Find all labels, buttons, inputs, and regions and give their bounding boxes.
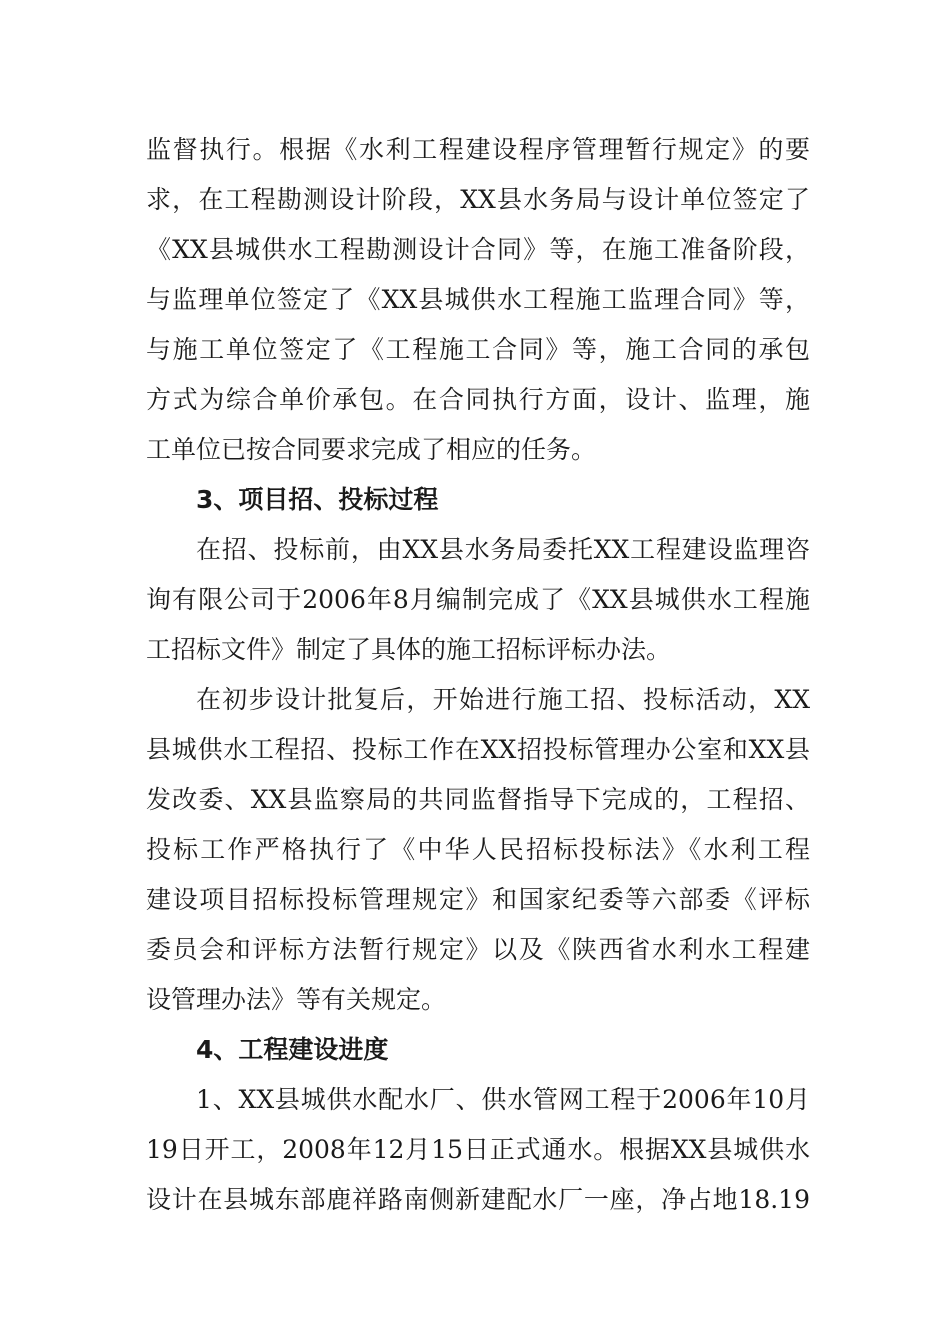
- paragraph-line: 投标工作严格执行了《中华人民招标投标法》《水利工程: [146, 835, 810, 864]
- paragraph-line: 建设项目招标投标管理规定》和国家纪委等六部委《评标: [146, 885, 810, 914]
- section-heading: 3、项目招、投标过程: [196, 485, 439, 514]
- paragraph-line: 发改委、XX县监察局的共同监督指导下完成的，工程招、: [146, 785, 810, 814]
- paragraph-line: 设管理办法》等有关规定。: [146, 985, 447, 1014]
- paragraph-line: 设计在县城东部鹿祥路南侧新建配水厂一座，净占地18.19: [146, 1185, 810, 1214]
- paragraph-line: 《XX县城供水工程勘测设计合同》等，在施工准备阶段，: [146, 235, 810, 264]
- paragraph-line: 与施工单位签定了《工程施工合同》等，施工合同的承包: [146, 335, 810, 364]
- paragraph-line: 与监理单位签定了《XX县城供水工程施工监理合同》等，: [146, 285, 810, 314]
- paragraph-line: 工招标文件》制定了具体的施工招标评标办法。: [146, 635, 672, 664]
- paragraph-line: 委员会和评标方法暂行规定》以及《陕西省水利水工程建: [146, 935, 810, 964]
- paragraph-line: 询有限公司于2006年8月编制完成了《XX县城供水工程施: [146, 585, 810, 614]
- paragraph-line: 在招、投标前，由XX县水务局委托XX工程建设监理咨: [196, 535, 810, 564]
- section-heading: 4、工程建设进度: [196, 1035, 389, 1064]
- paragraph-line: 求，在工程勘测设计阶段，XX县水务局与设计单位签定了: [146, 185, 810, 214]
- paragraph-line: 1、XX县城供水配水厂、供水管网工程于2006年10月: [196, 1085, 810, 1114]
- paragraph-line: 在初步设计批复后，开始进行施工招、投标活动，XX: [196, 685, 810, 714]
- paragraph-line: 19日开工，2008年12月15日正式通水。根据XX县城供水: [146, 1135, 810, 1164]
- paragraph-line: 县城供水工程招、投标工作在XX招投标管理办公室和XX县: [146, 735, 810, 764]
- paragraph-line: 工单位已按合同要求完成了相应的任务。: [146, 435, 597, 464]
- paragraph-line: 监督执行。根据《水利工程建设程序管理暂行规定》的要: [146, 135, 810, 164]
- paragraph-line: 方式为综合单价承包。在合同执行方面，设计、监理，施: [146, 385, 810, 414]
